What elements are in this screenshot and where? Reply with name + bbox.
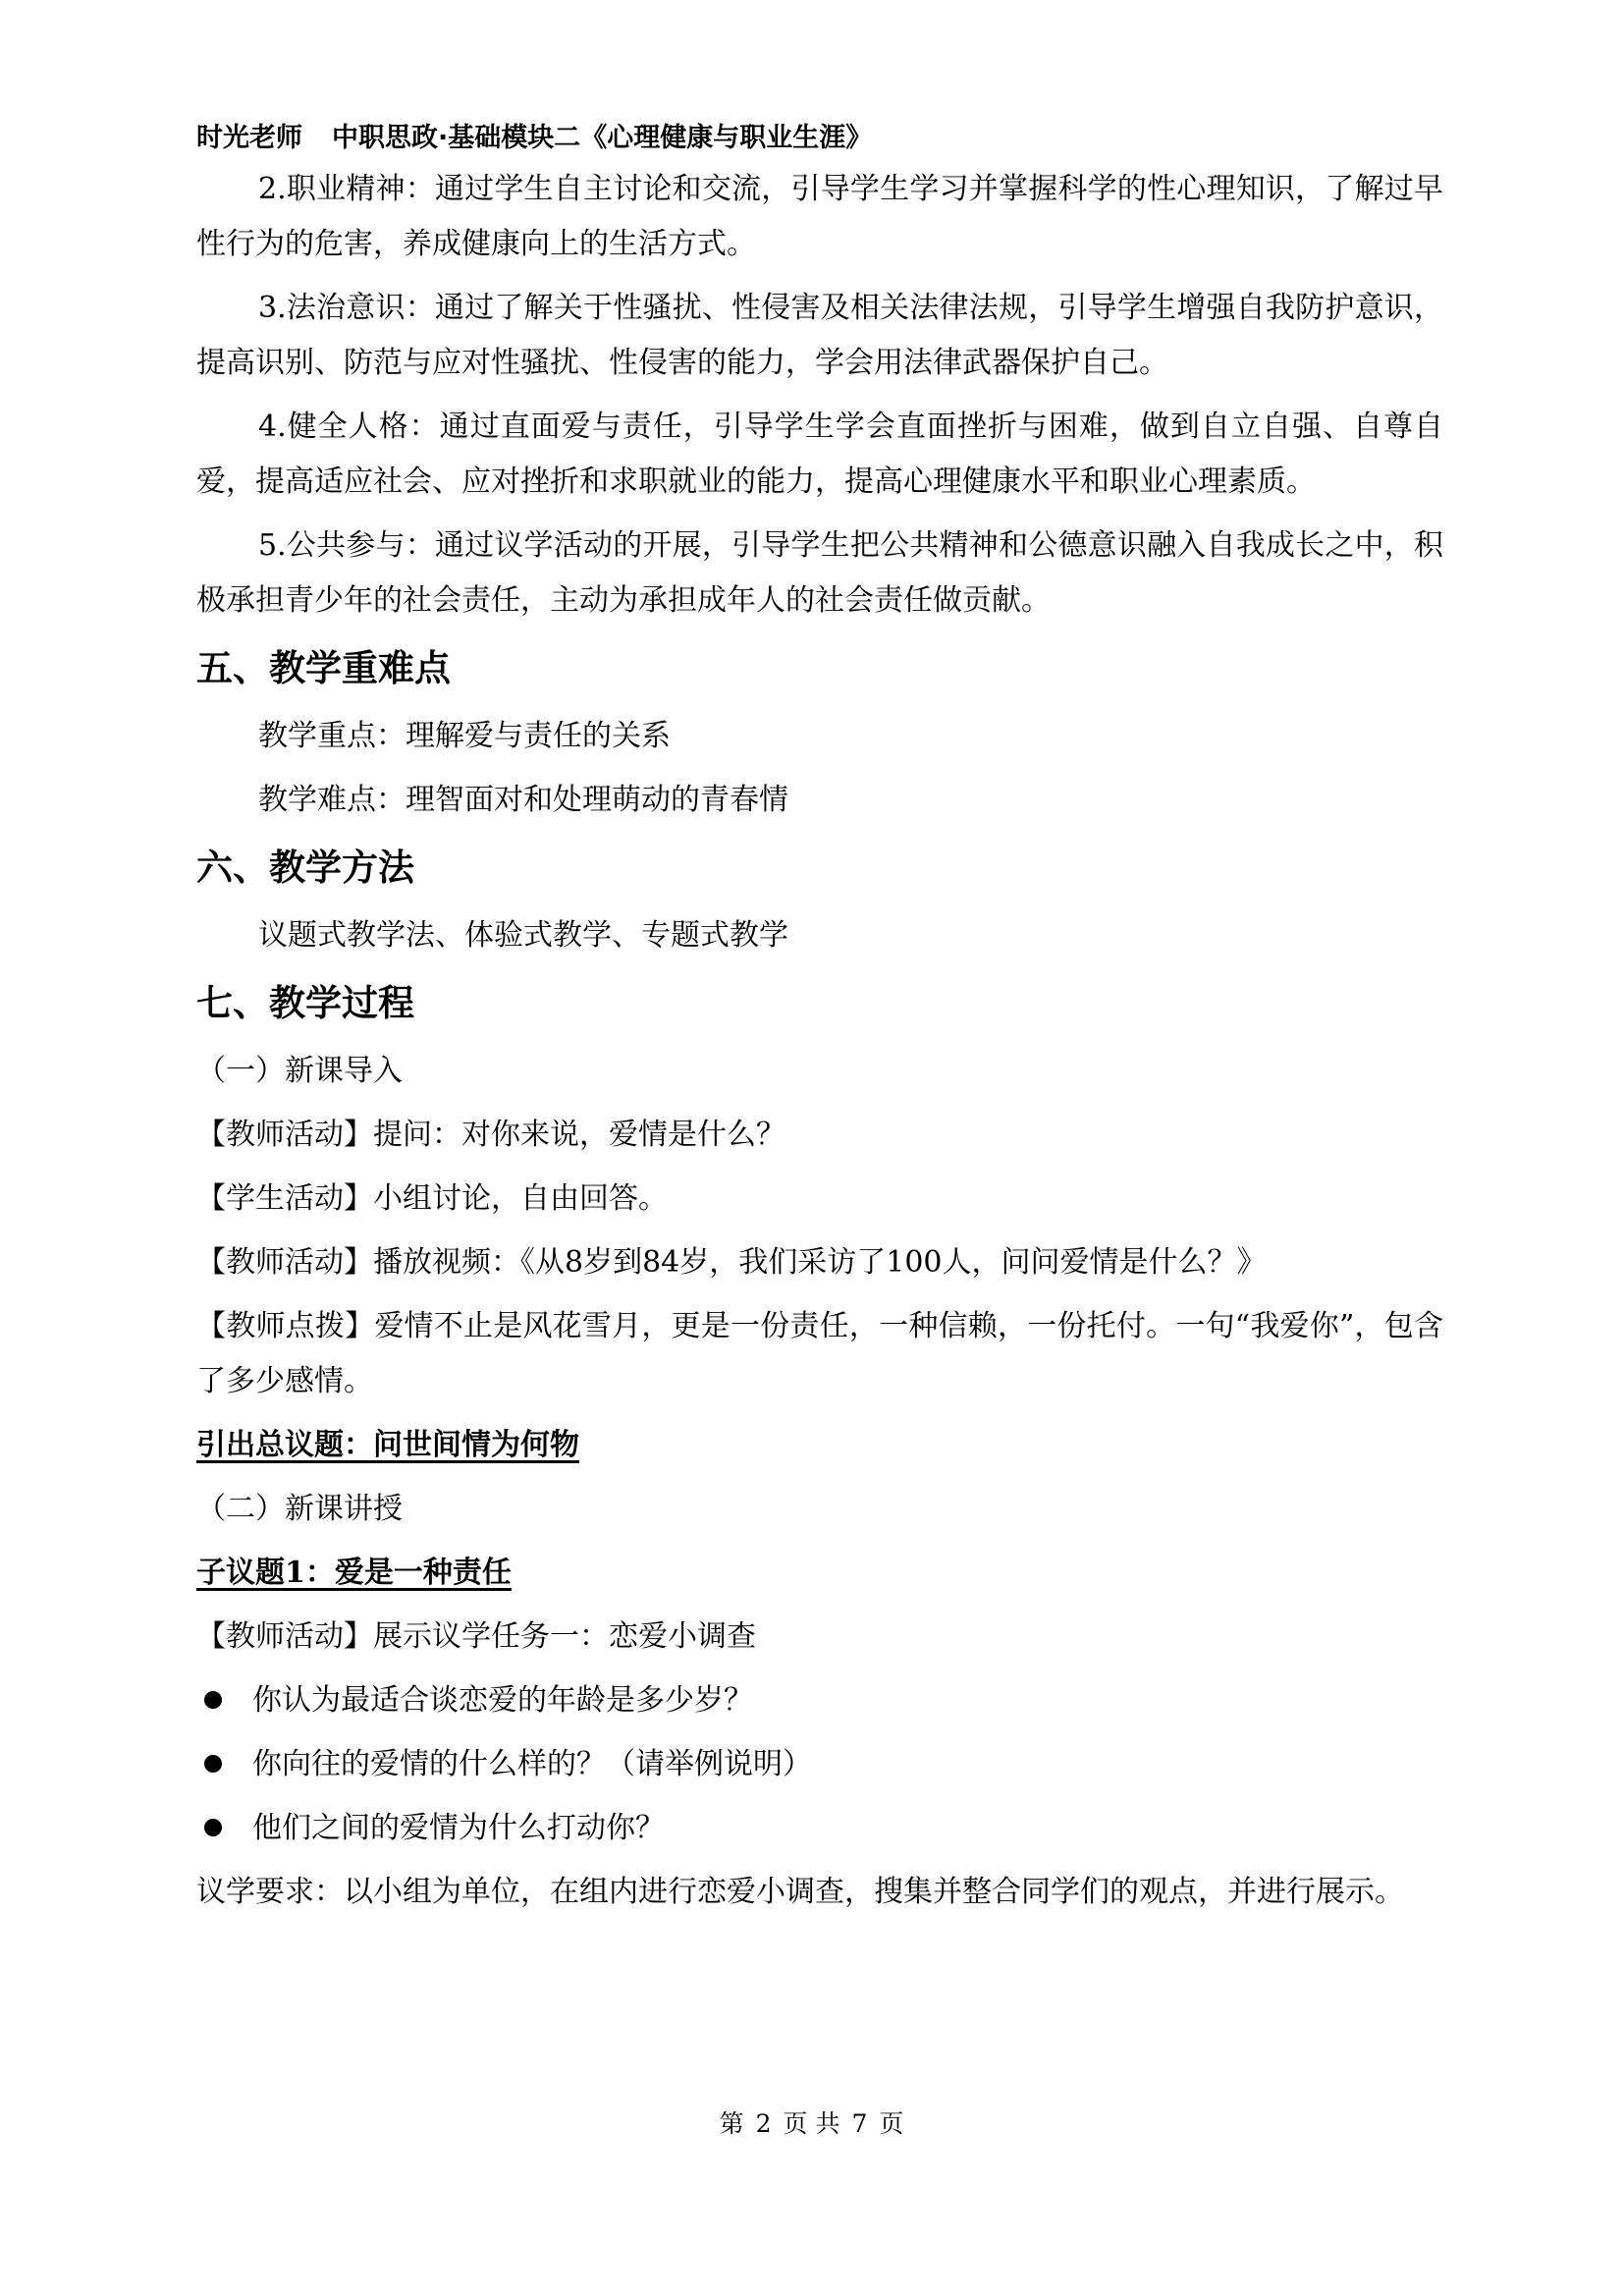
- student-activity: 【学生活动】小组讨论，自由回答。: [196, 1181, 668, 1216]
- discussion-requirement: 议学要求：以小组为单位，在组内进行恋爱小调查，搜集并整合同学们的观点，并进行展示。: [196, 1875, 1404, 1909]
- bullet-icon: [204, 1755, 222, 1773]
- footer-page-number: 2: [755, 2109, 772, 2138]
- header-course: 中职思政·基础模块二《心理健康与职业生涯》: [332, 123, 873, 153]
- question-text: 他们之间的爱情为什么打动你？: [252, 1811, 665, 1845]
- process-part-2: （二）新课讲授: [196, 1492, 403, 1526]
- list-item: [196, 1801, 1443, 1856]
- goal-paragraph: 3.法治意识：通过了解关于性骚扰、性侵害及相关法律法规，引导学生增强自我防护意识，提高识别、防范与应对性骚扰、性侵害的能力，学会用法律武器保护自己。: [196, 291, 1443, 380]
- document-body: [196, 162, 1443, 1929]
- footer-suffix: 页: [879, 2109, 904, 2138]
- main-topic: 引出总议题：问世间情为何物: [196, 1428, 579, 1462]
- teaching-methods: 议题式教学法、体验式教学、专题式教学: [258, 918, 788, 953]
- question-text: 你向往的爱情的什么样的？（请举例说明）: [252, 1747, 812, 1781]
- bullet-icon: [204, 1691, 222, 1709]
- list-item: [196, 1673, 1443, 1728]
- footer-prefix: 第: [719, 2109, 744, 2138]
- teacher-tip: 【教师点拨】爱情不止是风花雪月，更是一份责任，一种信赖，一份托付。一句“我爱你”，包含了多少感情。: [196, 1309, 1443, 1398]
- section-heading-5: 五、教学重难点: [196, 647, 451, 689]
- list-item: [196, 1737, 1443, 1792]
- bullet-icon: [204, 1819, 222, 1836]
- question-text: 你认为最适合谈恋爱的年龄是多少岁？: [252, 1683, 753, 1718]
- header-teacher: 时光老师: [196, 123, 302, 153]
- sub-topic-1: 子议题1：爱是一种责任: [196, 1556, 512, 1590]
- goal-paragraph: 5.公共参与：通过议学活动的开展，引导学生把公共精神和公德意识融入自我成长之中，积极承担青少年的社会责任，主动为承担成年人的社会责任做贡献。: [196, 528, 1443, 618]
- teacher-activity: 【教师活动】提问：对你来说，爱情是什么？: [196, 1118, 785, 1152]
- section-heading-7: 七、教学过程: [196, 982, 414, 1024]
- teacher-activity: 【教师活动】播放视频：《从8岁到84岁，我们采访了100人，问问爱情是什么？》: [196, 1245, 1267, 1280]
- teaching-difficulty: 教学难点：理智面对和处理萌动的青春情: [258, 783, 788, 817]
- footer-mid: 页 共: [783, 2109, 840, 2138]
- page-footer: [0, 2105, 1623, 2140]
- page-header: [196, 116, 872, 154]
- process-part-1: （一）新课导入: [196, 1054, 403, 1088]
- goal-paragraph: 4.健全人格：通过直面爱与责任，引导学生学会直面挫折与困难，做到自立自强、自尊自爱，提高适应社会、应对挫折和求职就业的能力，提高心理健康水平和职业心理素质。: [196, 410, 1443, 499]
- section-heading-6: 六、教学方法: [196, 847, 414, 889]
- goal-paragraph: 2.职业精神：通过学生自主讨论和交流，引导学生学习并掌握科学的性心理知识，了解过早性行为的危害，养成健康向上的生活方式。: [196, 172, 1443, 261]
- teacher-activity: 【教师活动】展示议学任务一：恋爱小调查: [196, 1619, 756, 1654]
- footer-total-pages: 7: [851, 2109, 868, 2138]
- teaching-key-point: 教学重点：理解爱与责任的关系: [258, 719, 671, 753]
